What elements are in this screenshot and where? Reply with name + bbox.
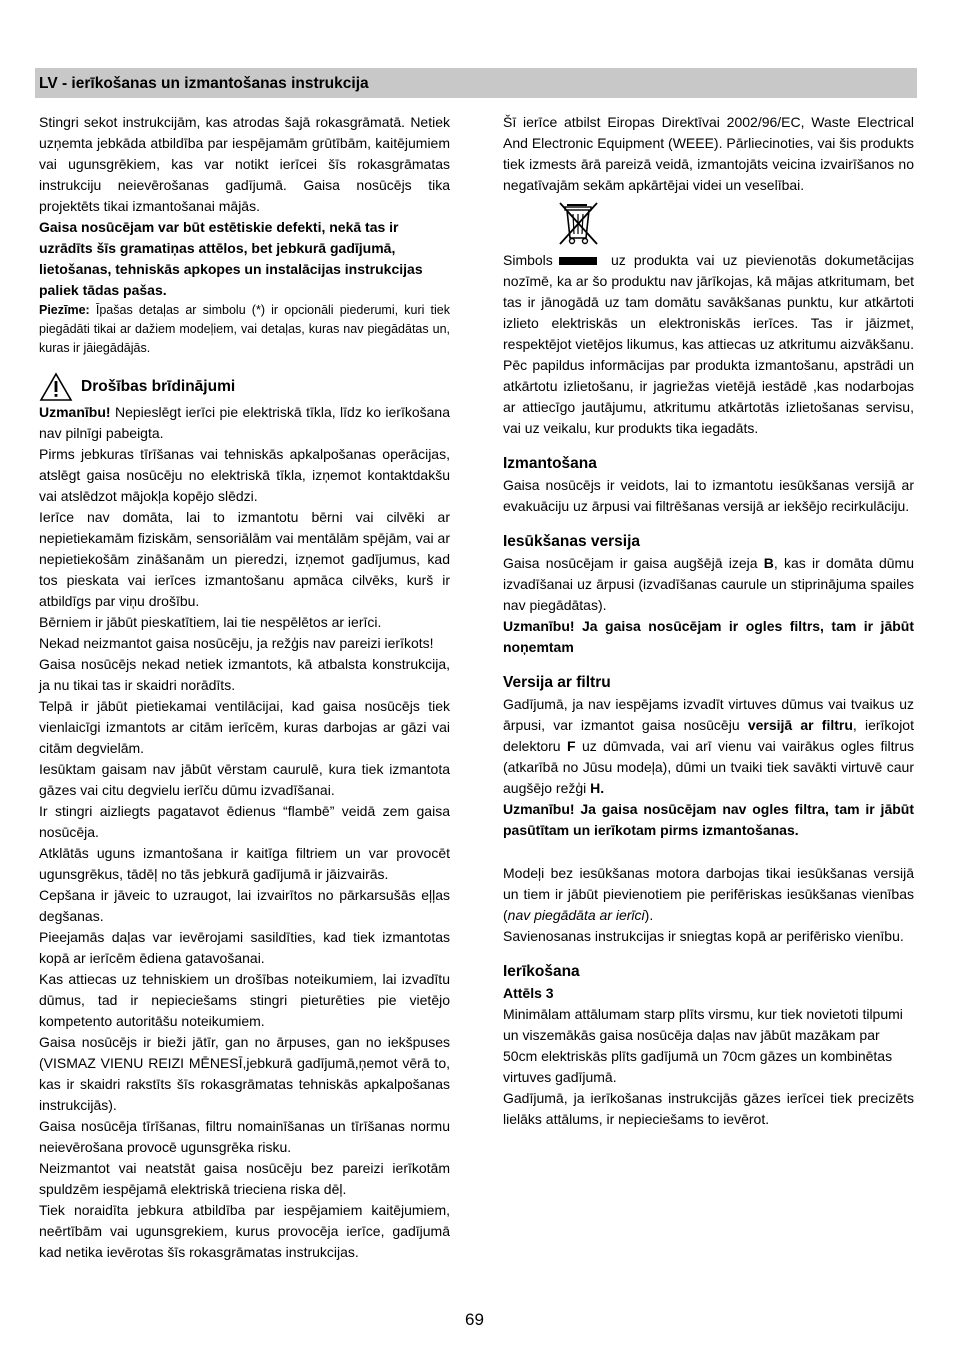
figure-reference: Attēls 3: [503, 985, 554, 1001]
suction-text-a: Gaisa nosūcējam ir gaisa augšējā izeja: [503, 555, 764, 571]
safety-paragraph: Atklātās uguns izmantošana ir kaitīga filtriem un var provocēt ugunsgrēkus, tādēļ no tās jebkurā gadījumā ir jāizvairās.: [39, 845, 450, 882]
safety-paragraph: Cepšana ir jāveic to uzraugot, lai izvairītos no pārkarsušās eļļas degšanas.: [39, 887, 450, 924]
suction-paragraph: [503, 553, 914, 616]
crossed-out-wheelie-bin-icon: [557, 200, 603, 246]
symbol-lead: Simbols: [503, 252, 553, 268]
safety-paragraph: Neizmantot vai neatstāt gaisa nosūcēju bez pareizi ierīkotām spuldzēm iespējamā elektriskā trieciena riska dēļ.: [39, 1160, 450, 1197]
safety-lead-paragraph: [39, 402, 450, 444]
use-paragraph: Gaisa nosūcējs ir veidots, lai to izmantotu iesūkšanas versijā ar evakuāciju uz ārpusi vai filtrēšanas versijā ar iekšējo recirkulāciju.: [503, 477, 914, 514]
models-text-b: nav piegādāta ar ierīci: [507, 907, 645, 923]
symbol-text: uz produkta vai uz pievienotās dokumetācijas nozīmē, ka ar šo produktu nav jārīkojas, kā mājas atkritumam, bet tas ir jānogādā uz tam domātu savākšanas punktu, kur atkārtoti izlieto elektriskās un elektroniskās ierīces. Tas ir jāizmet, respektējot vietējos likumus, kas attiecas uz atkritumu aizvākšanu. Pēc papildus informācijas par produkta izmantošanu, apstrādi un atkārtotu izlietošanu, ir jagriežas vietējā iestādē ,kas nodarbojas ar attiecīgo jautājumu, atkritumu atkārtotās izlietošanas servisu, vai uz veikalu, kur produkts tika iegadāts.: [503, 252, 914, 436]
section-header-bar: [35, 68, 917, 98]
safety-heading: Drošības brīdinājumi: [81, 378, 236, 395]
safety-paragraph: Pirms jebkuras tīrīšanas vai tehniskās apkalpošanas operācijas, atslēgt gaisa nosūcēju no elektriskā tīkla, izņemot kontaktdakšu vai atslēdzot mājokļa kopējo slēdzi.: [39, 446, 450, 504]
filter-text-e: uz dūmvada, vai arī vienu vai vairākus ogles filtrus (atkarībā no Jūsu modeļa), dūmi un tvaiki tiek savākti virtuvē caur augšējo režģi: [503, 738, 914, 796]
safety-paragraph: Ierīce nav domāta, lai to izmantotu bērni vai cilvēki ar nepietiekamām fiziskām, sensoriālām vai mentālām spējām, vai ar nepietiekošām zināšanām un pieredzi, izņemot gadījumus, kad tos pieskata vai ierīces izmantošanu apmāca cilvēks, kurš ir atbildīgs par viņu drošību.: [39, 509, 450, 609]
suction-warning: Uzmanību! Ja gaisa nosūcējam ir ogles filtrs, tam ir jābūt noņemtam: [503, 618, 914, 655]
safety-lead-text: Nepieslēgt ierīci pie elektriskā tīkla, līdz ko ierīkošana nav pilnīgi pabeigta.: [39, 404, 450, 441]
models-paragraph: [503, 863, 914, 926]
safety-paragraph: Tiek noraidīta jebkura atbildība par iespējamiem kaitējumiem, neērtībām vai ugunsgrekiem, kurus provocēja ierīce, gadījumā kad netika ievērotas šīs rokasgrāmatas instrukcijas.: [39, 1202, 450, 1260]
install-heading: Ierīkošana: [503, 963, 580, 980]
filter-paragraph: [503, 694, 914, 799]
warning-triangle-icon: [39, 372, 73, 402]
note-text: Īpašas detaļas ar simbolu (*) ir opcionāli piederumi, kuri tiek piegādāti tikai ar dažiem modeļiem, vai detaļas, kuras nav piegādātas un, kuras ir jāiegādājās.: [39, 303, 450, 355]
suction-text-c: , kas ir domāta dūmu izvadīšanai uz ārpusi (izvadīšanas caurule un stiprinājuma spailes nav piegādātas).: [503, 555, 914, 613]
symbol-paragraph: [503, 250, 914, 439]
safety-paragraph: Nekad neizmantot gaisa nosūcēju, ja režģis nav pareizi ierīkots!: [39, 635, 434, 651]
grid-h-label: H.: [590, 780, 605, 796]
safety-paragraph: Pieejamās daļas var ievērojami sasildīties, kad tiek izmantotas kopā ar ierīcēm ēdiena gatavošanai.: [39, 929, 450, 966]
filter-warning: Uzmanību! Ja gaisa nosūcējam nav ogles filtra, tam ir jābūt pasūtītam un ierīkotam pirms izmantošanas.: [503, 801, 914, 838]
filter-heading: Versija ar filtru: [503, 674, 611, 691]
safety-lead-label: Uzmanību!: [39, 404, 111, 420]
safety-paragraph: Iesūktam gaisam nav jābūt vērstam caurulē, kura tiek izmantota gāzes vai citu degvielu ierīču dūmu izvadīšanai.: [39, 761, 450, 798]
safety-heading-row: [39, 372, 450, 402]
section-title: LV - ierīkošanas un izmantošanas instrukcija: [39, 75, 369, 92]
filter-text-a: Gadījumā, ja nav iespējams izvadīt virtuves dūmus vai tvaikus uz ārpusi, var izmantot gaisa nosūcēju: [503, 696, 914, 733]
connection-paragraph: Savienosanas instrukcijas ir sniegtas kopā ar perifērisko vienību.: [503, 928, 904, 944]
models-text-a: Modeļi bez iesūkšanas motora darbojas tikai iesūkšanas versijā un tiem ir jābūt pievienotiem pie perifēriskas iesūkšanas vienības (: [503, 865, 914, 923]
filter-version-label: versijā ar filtru: [747, 717, 853, 733]
safety-paragraph: Gaisa nosūcējs ir bieži jātīr, gan no ārpuses, gan no iekšpuses (VISMAZ VIENU REIZI MĒNESĪ,jebkurā gadījumā,ņemot vērā to, kas ir skaidri rakstīts šīs rokasgrāmatas tehniskās apkalpošanas instrukcijās).: [39, 1034, 450, 1113]
suction-heading: Iesūkšanas versija: [503, 533, 641, 550]
safety-paragraph: Gaisa nosūcēja tīrīšanas, filtru nomainīšanas un tīrīšanas normu neievērošana provocē ugunsgrēka risku.: [39, 1118, 450, 1155]
safety-paragraph: Telpā ir jābūt pietiekamai ventilācijai, kad gaisa nosūcējs tiek vienlaicīgi izmantots ar citām ierīcēm, kuras darbojas ar gāzi vai citām degvielām.: [39, 698, 450, 756]
safety-paragraph: Gaisa nosūcējs nekad netiek izmantots, kā atbalsta konstrukcija, ja nu tikai tas ir skaidri norādīts.: [39, 656, 450, 693]
install-paragraph: Minimālam attālumam starp plīts virsmu, kur tiek novietoti tilpumi un viszemākās gaisa nosūcēja daļas nav jābūt mazākam par 50cm elektriskās plīts gadījumā un 70cm gāzes un kombinētas virtuves gadījumā.: [503, 1006, 903, 1085]
weee-paragraph: Šī ierīce atbilst Eiropas Direktīvai 2002/96/EC, Waste Electrical And Electronic Equipment (WEEE). Pārliecinoties, vai šis produkts tiek izmests ārā pareizā veidā, izmantojāts veicina izvairīšanos no negatīvajām sekām apkārtējai videi un veselībai.: [503, 114, 914, 193]
right-column: [503, 112, 914, 1130]
filter-text-c: , ierīkojot delektoru: [503, 717, 914, 754]
note-label: Piezīme:: [39, 303, 90, 317]
safety-paragraph: Bērniem ir jābūt pieskatītiem, lai tie nespēlētos ar ierīci.: [39, 614, 382, 630]
intro-paragraph: Stingri sekot instrukcijām, kas atrodas šajā rokasgrāmatā. Netiek uzņemta jebkāda atbildība par iespējamām grūtībām, kaitējumiem vai ugunsgrēkiem, kas var notikt ierīcei šīs rokasgrāmatas instrukciju neievērošanas gadījumā. Gaisa nosūcējs tika projektēts tikai izmantošanai mājās.: [39, 114, 450, 214]
models-text-c: ).: [644, 907, 654, 923]
black-bar-symbol: [559, 257, 597, 265]
use-heading: Izmantošana: [503, 455, 597, 472]
deflector-f-label: F: [566, 738, 576, 754]
cosmetic-defects-note: Gaisa nosūcējam var būt estētiskie defekti, nekā tas ir uzrādīts šīs gramatiņas attēlos, bet jebkurā gadījumā, lietošanas, tehniskās apkopes un instalācijas instrukcijas paliek tādas pašas.: [39, 219, 423, 298]
install-paragraph-2: Gadījumā, ja ierīkošanas instrukcijās gāzes ierīcei tiek precizēts lielāks attālums, ir nepieciešams to ievērot.: [503, 1090, 914, 1127]
outlet-b-label: B: [763, 555, 774, 571]
left-column: [39, 112, 450, 1263]
safety-paragraph: Kas attiecas uz tehniskiem un drošības noteikumiem, lai izvadītu dūmus, tad ir nepieciešams stingri pieturēties pie vietējo kompetento autoritāšu noteikumiem.: [39, 971, 450, 1029]
page-number: 69: [465, 1310, 484, 1329]
safety-paragraph: Ir stingri aizliegts pagatavot ēdienus “flambē” veidā zem gaisa nosūcēja.: [39, 803, 450, 840]
optional-parts-note: [39, 301, 450, 358]
